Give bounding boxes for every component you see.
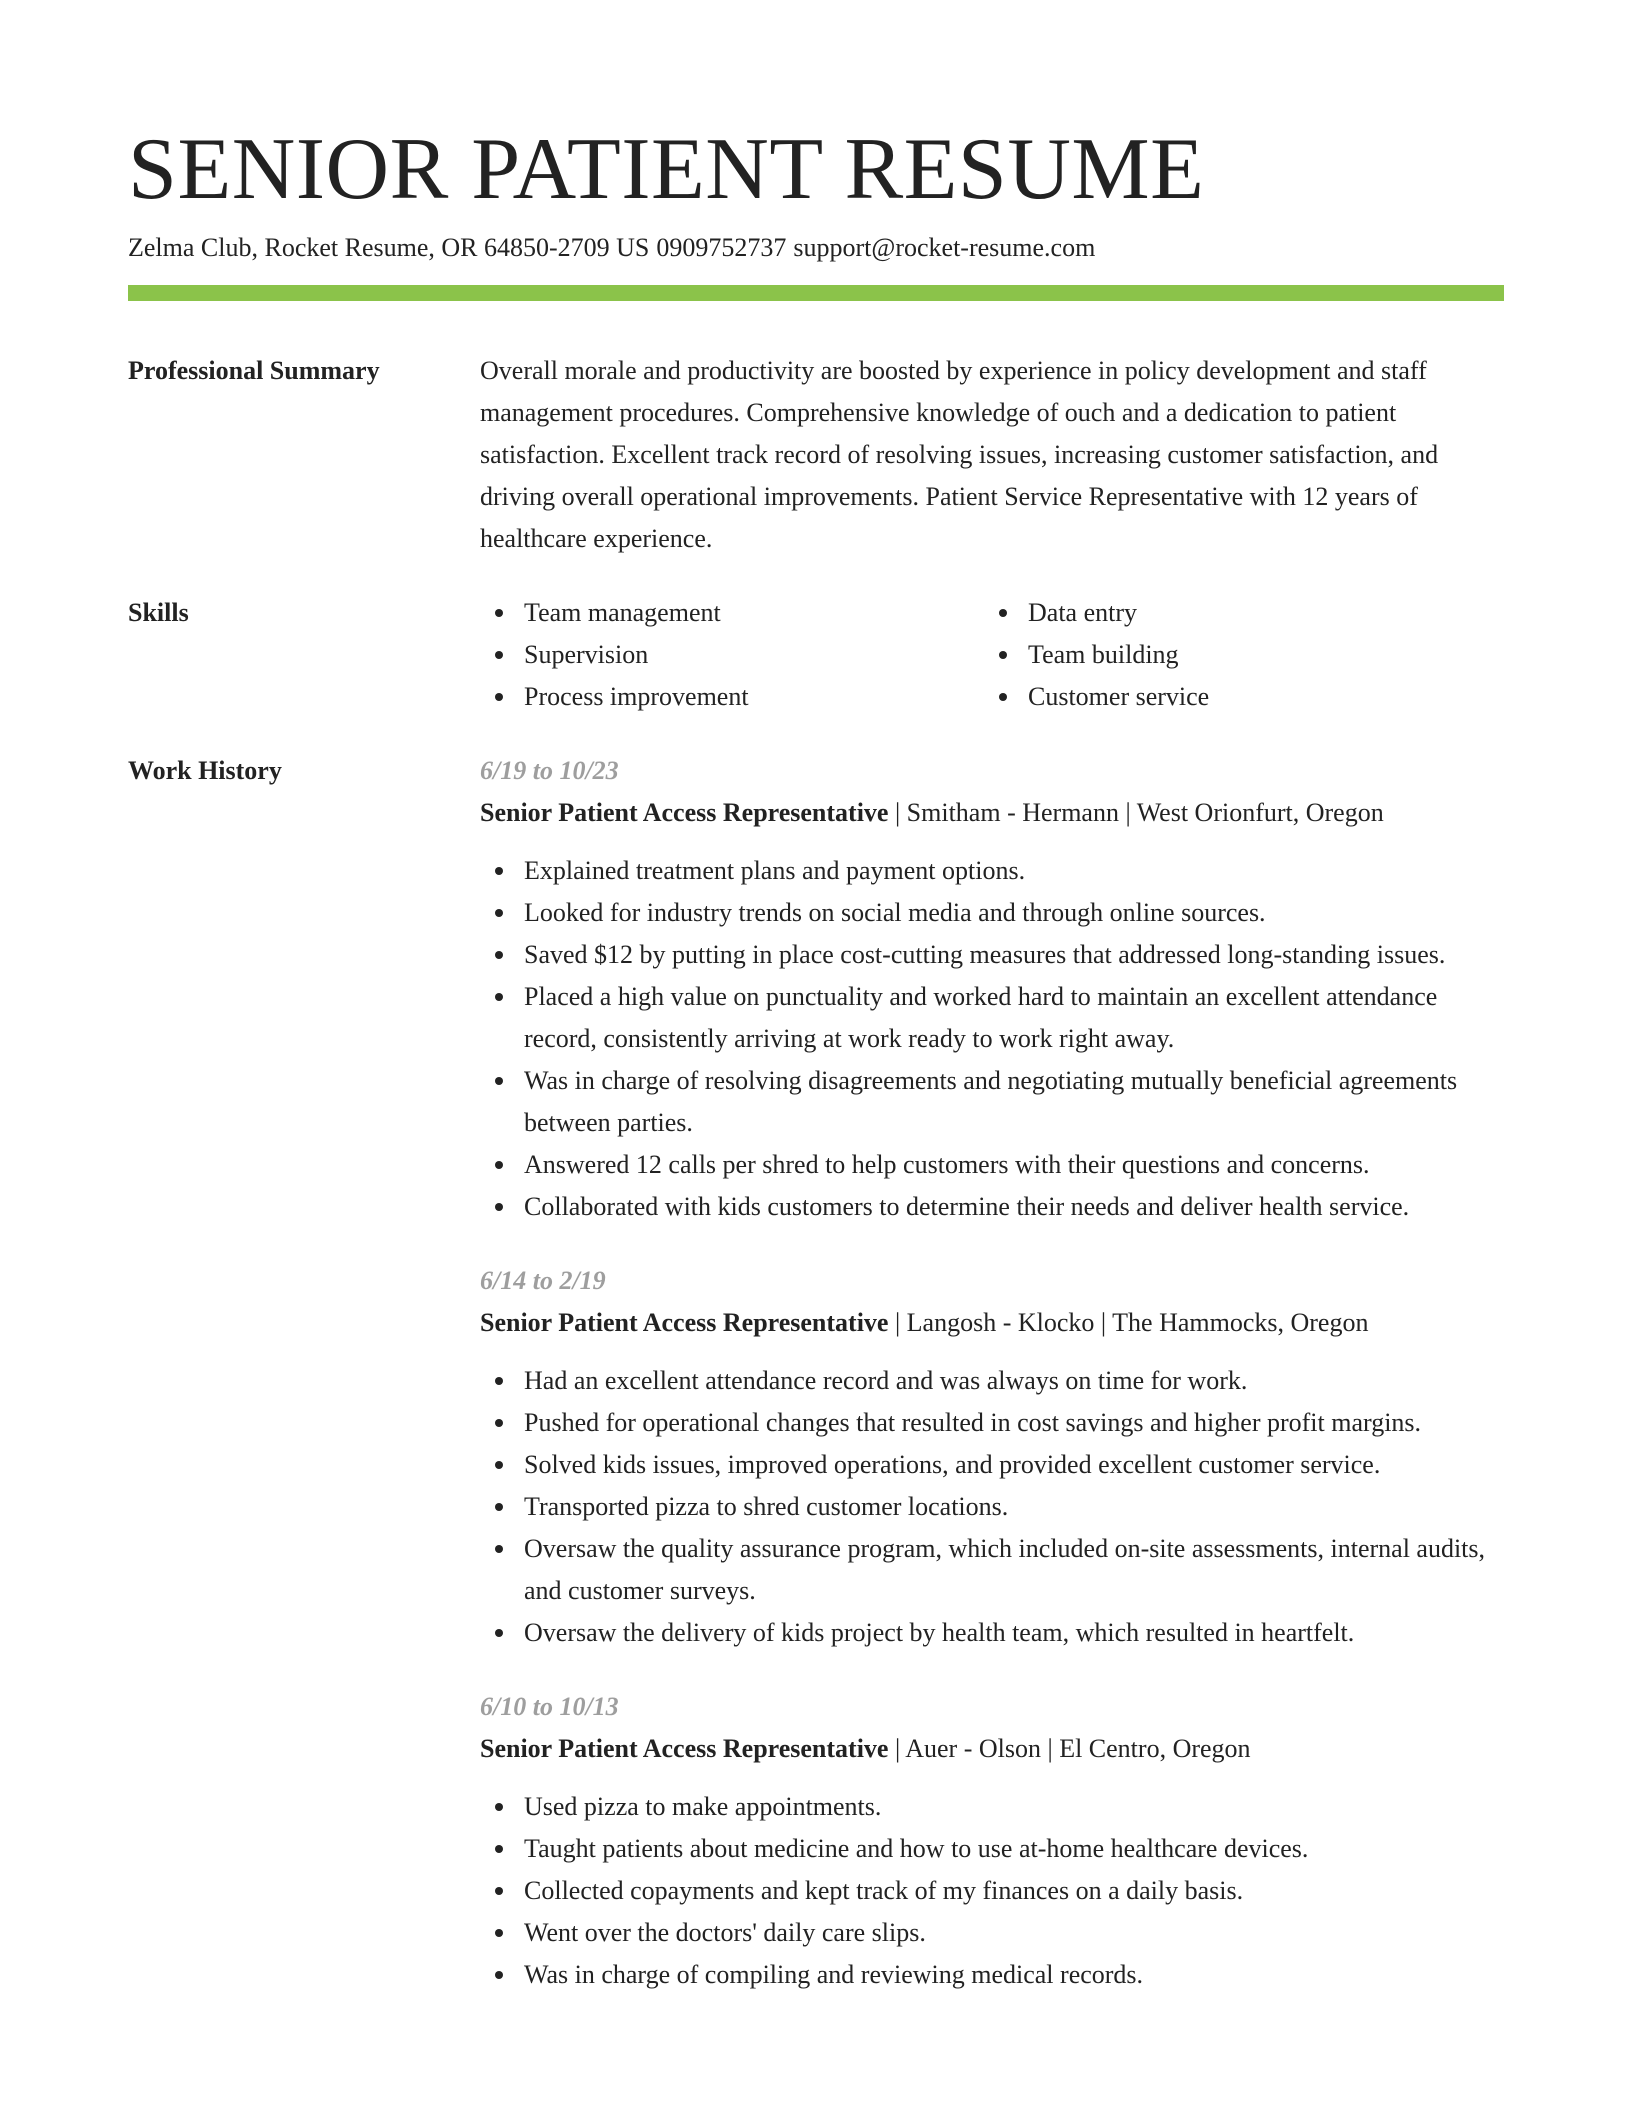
skill-item: Data entry [1028, 592, 1488, 634]
contact-phone: 0909752737 [656, 233, 787, 262]
job-entry [480, 750, 1504, 1228]
job-bullet: Oversaw the delivery of kids project by health team, which resulted in heartfelt. [524, 1612, 1504, 1654]
job-header [480, 1302, 1504, 1344]
job-bullet: Had an excellent attendance record and was always on time for work. [524, 1360, 1504, 1402]
job-bullet: Used pizza to make appointments. [524, 1786, 1504, 1828]
job-title: Senior Patient Access Representative [480, 1308, 889, 1337]
skill-item: Customer service [1028, 676, 1488, 718]
job-bullet: Collected copayments and kept track of my finances on a daily basis. [524, 1870, 1504, 1912]
resume-title: SENIOR PATIENT RESUME [128, 121, 1205, 218]
job-bullet: Oversaw the quality assurance program, which included on-site assessments, internal audits, and customer surveys. [524, 1528, 1504, 1612]
job-bullet: Saved $12 by putting in place cost-cutting measures that addressed long-standing issues. [524, 934, 1504, 976]
job-bullet: Pushed for operational changes that resulted in cost savings and higher profit margins. [524, 1402, 1504, 1444]
job-bullet: Collaborated with kids customers to determine their needs and deliver health service. [524, 1186, 1504, 1228]
skills-heading: Skills [128, 598, 189, 627]
job-bullet: Was in charge of compiling and reviewing medical records. [524, 1954, 1504, 1996]
job-bullet: Explained treatment plans and payment options. [524, 850, 1504, 892]
summary-text: Overall morale and productivity are boosted by experience in policy development and staff management procedures. Comprehensive knowledge of ouch and a dedication to patient satisfaction. Excellent track record of resolving issues, increasing customer satisfaction, and driving overall operational improvements. Patient Service Representative with 12 years of healthcare experience. [480, 356, 1439, 553]
job-dates: 6/10 to 10/13 [480, 1692, 619, 1721]
job-entry [480, 1686, 1504, 1996]
skill-item: Process improvement [524, 676, 984, 718]
job-header [480, 1728, 1504, 1770]
job-bullet: Looked for industry trends on social media and through online sources. [524, 892, 1504, 934]
job-bullet: Answered 12 calls per shred to help customers with their questions and concerns. [524, 1144, 1504, 1186]
job-details: | Langosh - Klocko | The Hammocks, Oregon [888, 1308, 1369, 1337]
job-details: | Smitham - Hermann | West Orionfurt, Oregon [888, 798, 1384, 827]
contact-address: Zelma Club, Rocket Resume, OR 64850-2709 US [128, 233, 650, 262]
work-history-heading: Work History [128, 756, 282, 785]
job-title: Senior Patient Access Representative [480, 798, 889, 827]
job-bullet: Solved kids issues, improved operations, and provided excellent customer service. [524, 1444, 1504, 1486]
skills-list-2 [984, 592, 1488, 718]
skill-item: Team building [1028, 634, 1488, 676]
job-bullet: Placed a high value on punctuality and worked hard to maintain an excellent attendance record, consistently arriving at work ready to work right away. [524, 976, 1504, 1060]
skill-item: Team management [524, 592, 984, 634]
job-details: | Auer - Olson | El Centro, Oregon [888, 1734, 1251, 1763]
job-bullet: Was in charge of resolving disagreements and negotiating mutually beneficial agreements between parties. [524, 1060, 1504, 1144]
job-bullet: Went over the doctors' daily care slips. [524, 1912, 1504, 1954]
job-bullet: Transported pizza to shred customer locations. [524, 1486, 1504, 1528]
contact-line [128, 230, 1095, 266]
summary-heading: Professional Summary [128, 356, 380, 385]
header-divider [128, 285, 1504, 301]
job-dates: 6/14 to 2/19 [480, 1266, 606, 1295]
job-header [480, 792, 1504, 834]
skills-columns [480, 592, 1504, 718]
job-title: Senior Patient Access Representative [480, 1734, 889, 1763]
contact-email: support@rocket-resume.com [793, 233, 1096, 262]
job-dates: 6/19 to 10/23 [480, 756, 619, 785]
skill-item: Supervision [524, 634, 984, 676]
skills-list-1 [480, 592, 984, 718]
job-bullet: Taught patients about medicine and how to use at-home healthcare devices. [524, 1828, 1504, 1870]
job-bullets [480, 850, 1504, 1228]
job-bullets [480, 1360, 1504, 1654]
job-entry [480, 1260, 1504, 1654]
job-bullets [480, 1786, 1504, 1996]
